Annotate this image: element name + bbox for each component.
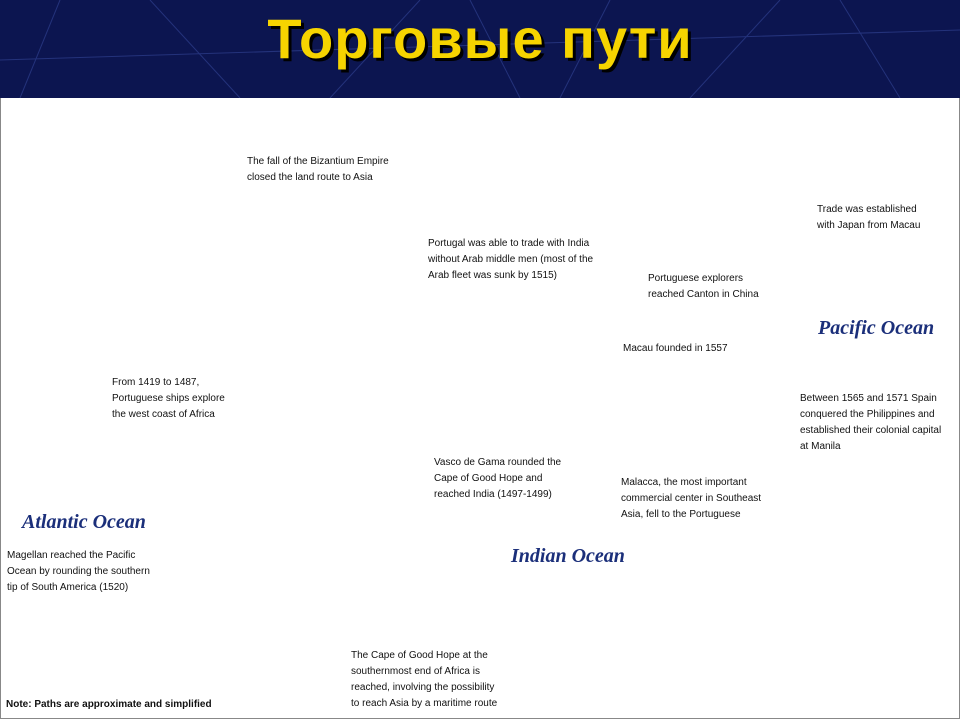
- annotation-malacca: Malacca, the most important commercial center in Southeast Asia, fell to the Portuguese: [621, 477, 762, 520]
- label-pacific-ocean: Pacific Ocean: [818, 317, 935, 339]
- annotation-vasco-da-gama: Vasco de Gama rounded the Cape of Good Hope and reached India (1497-1499): [434, 457, 562, 500]
- slide-header: [0, 0, 960, 98]
- annotation-macau: Macau founded in 1557: [623, 343, 728, 354]
- slide-title: Торговые пути: [267, 7, 693, 70]
- annotation-canton: Portuguese explorers reached Canton in China: [648, 273, 759, 300]
- annotation-byzantium: The fall of the Bizantium Empire closed the land route to Asia: [247, 156, 389, 183]
- annotation-africa-coast: From 1419 to 1487, Portuguese ships explore the west coast of Africa: [112, 377, 225, 420]
- footnote: Note: Paths are approximate and simplified: [6, 699, 212, 710]
- annotation-cape-good-hope: The Cape of Good Hope at the southernmost end of Africa is reached, involving the possibility to reach Asia by a maritime route: [351, 650, 498, 709]
- label-indian-ocean: Indian Ocean: [511, 545, 625, 567]
- annotation-japan-trade: Trade was established with Japan from Macau: [817, 204, 921, 231]
- annotation-philippines: Between 1565 and 1571 Spain conquered the Philippines and established their colonial capital at Manila: [800, 393, 942, 452]
- annotation-magellan: Magellan reached the Pacific Ocean by rounding the southern tip of South America (1520): [7, 550, 150, 593]
- annotation-portugal-india: Portugal was able to trade with India without Arab middle men (most of the Arab fleet was sunk by 1515): [428, 238, 594, 281]
- label-atlantic-ocean: Atlantic Ocean: [22, 511, 146, 533]
